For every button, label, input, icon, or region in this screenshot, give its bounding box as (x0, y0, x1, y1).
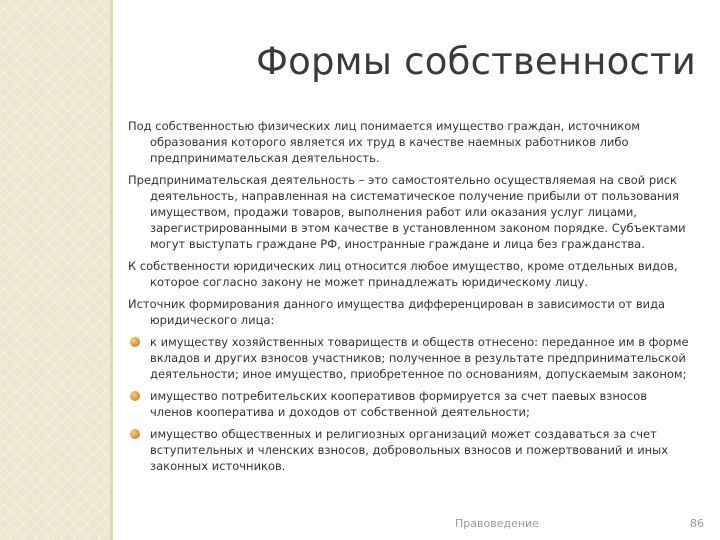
paragraph-entrepreneurship: Предпринимательская деятельность – это самостоятельно осуществляемая на свой риск деятельность, направленная на систематическое получение прибыли от пользования имуществом, продажи товаров, выполнения работ или оказания услуг лицами, зарегистрированными в этом качестве в установленном законом порядке. Субъектами могут выступать граждане РФ, иностранные граждане и лица без гражданства. (128, 173, 686, 251)
bullet-icon (130, 337, 140, 347)
list-item-cooperatives (128, 388, 690, 420)
paragraph-individual-property: Под собственностью физических лиц понимается имущество граждан, источником образования которого является их труд в качестве наемных работников либо предпринимательская деятельность. (128, 119, 640, 165)
list-item-text: имущество общественных и религиозных организаций может создаваться за счет вступительных и членских взносов, добровольных взносов и пожертвований и иных законных источников. (150, 427, 669, 473)
page-number: 86 (690, 517, 704, 530)
decorative-sidebar (0, 0, 110, 540)
list-item-text: имущество потребительских кооперативов формируется за счет паевых взносов членов кооператива и доходов от собственной деятельности; (150, 389, 648, 419)
paragraph-property-sources: Источник формирования данного имущества дифференцирован в зависимости от вида юридического лица: (128, 297, 666, 327)
footer-subject: Правоведение (455, 517, 539, 530)
bullet-icon (130, 429, 140, 439)
paragraph-legal-entity-property: К собственности юридических лиц относится любое имущество, кроме отдельных видов, которое согласно закону не может принадлежать юридическому лицу. (128, 259, 678, 289)
sidebar-divider (110, 0, 113, 540)
slide-body (128, 118, 690, 480)
list-item-public-organizations (128, 426, 690, 474)
list-item-text: к имуществу хозяйственных товариществ и обществ отнесено: переданное им в форме вкладов и других взносов участников; полученное в результате предпринимательской деятельности; иное имущество, приобретенное по основаниям, допускаемым законом; (150, 335, 689, 381)
slide-title: Формы собственности (256, 40, 696, 83)
bullet-icon (130, 391, 140, 401)
list-item-business-companies (128, 334, 690, 382)
